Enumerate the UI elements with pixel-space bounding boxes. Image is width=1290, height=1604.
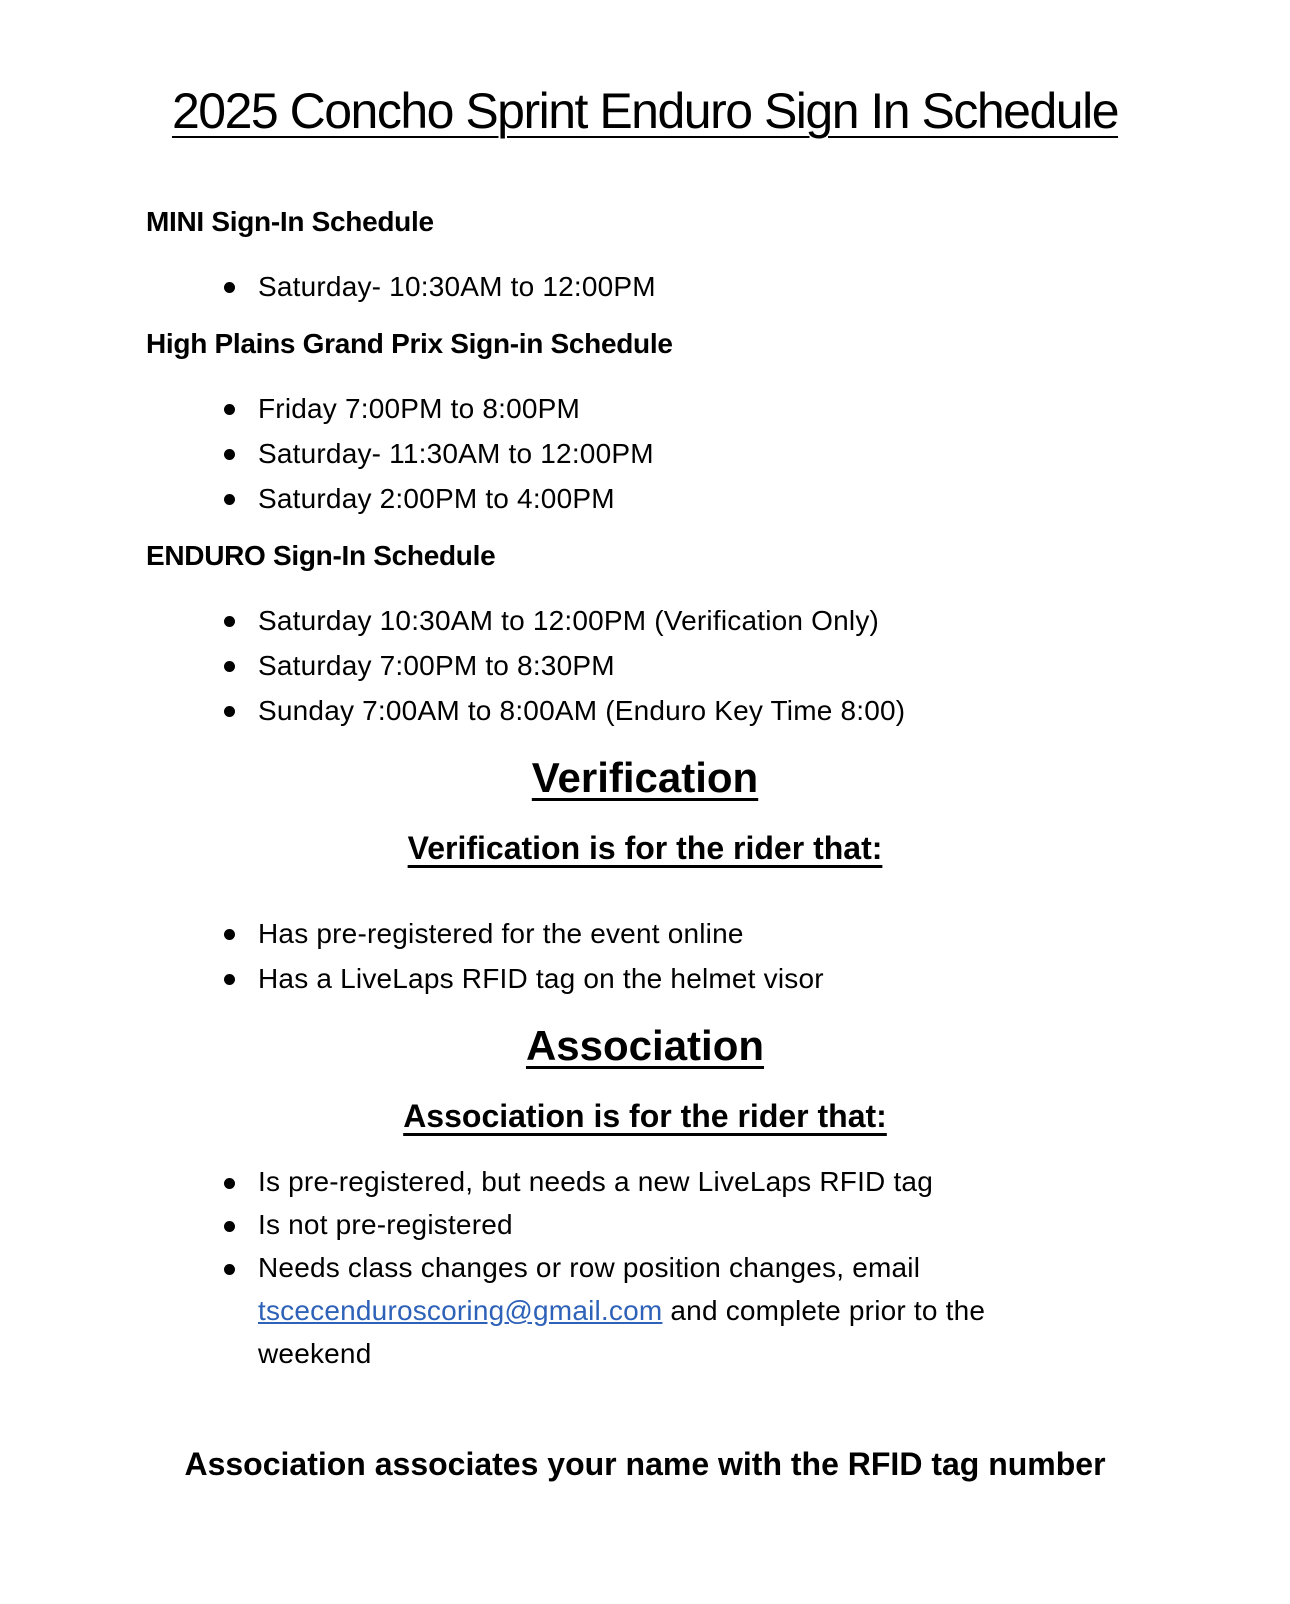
mini-heading: MINI Sign-In Schedule: [146, 206, 434, 237]
bullet-icon: [224, 661, 235, 672]
bullet-icon: [224, 404, 235, 415]
email-link[interactable]: tscecenduroscoring@gmail.com: [258, 1295, 663, 1326]
list-item: Sunday 7:00AM to 8:00AM (Enduro Key Time 8:00): [222, 688, 905, 733]
enduro-heading: ENDURO Sign-In Schedule: [146, 540, 496, 571]
association-heading: Association: [525, 1022, 765, 1069]
association-subheading: Association is for the rider that:: [403, 1098, 887, 1134]
list-item: Friday 7:00PM to 8:00PM: [222, 386, 654, 431]
list-item: Needs class changes or row position changes, email tscecenduroscoring@gmail.com and complete prior to the weekend: [222, 1246, 1058, 1375]
bullet-icon: [224, 706, 235, 717]
bullet-icon: [224, 1178, 235, 1189]
footer-note: Association associates your name with the RFID tag number: [184, 1446, 1106, 1482]
bullet-icon: [224, 974, 235, 985]
mini-list: [222, 264, 656, 309]
page-title: 2025 Concho Sprint Enduro Sign In Schedule: [171, 83, 1119, 139]
list-item: Saturday- 11:30AM to 12:00PM: [222, 431, 654, 476]
bullet-icon: [224, 1221, 235, 1232]
bullet-icon: [224, 282, 235, 293]
association-list: [222, 1160, 1058, 1375]
bullet-icon: [224, 494, 235, 505]
list-item: Is not pre-registered: [222, 1203, 1058, 1246]
bullet-icon: [224, 616, 235, 627]
list-item: Is pre-registered, but needs a new LiveLaps RFID tag: [222, 1160, 1058, 1203]
grand-prix-heading: High Plains Grand Prix Sign-in Schedule: [146, 328, 673, 359]
bullet-icon: [224, 449, 235, 460]
list-item: Saturday- 10:30AM to 12:00PM: [222, 264, 656, 309]
list-item: Has pre-registered for the event online: [222, 911, 824, 956]
list-item: Has a LiveLaps RFID tag on the helmet visor: [222, 956, 824, 1001]
verification-subheading: Verification is for the rider that:: [407, 830, 883, 866]
verification-list: [222, 911, 824, 1001]
list-item: Saturday 2:00PM to 4:00PM: [222, 476, 654, 521]
bullet-icon: [224, 1264, 235, 1275]
bullet-icon: [224, 929, 235, 940]
list-item: Saturday 10:30AM to 12:00PM (Verification Only): [222, 598, 905, 643]
enduro-list: [222, 598, 905, 733]
list-item: Saturday 7:00PM to 8:30PM: [222, 643, 905, 688]
verification-heading: Verification: [531, 754, 759, 801]
grand-prix-list: [222, 386, 654, 521]
